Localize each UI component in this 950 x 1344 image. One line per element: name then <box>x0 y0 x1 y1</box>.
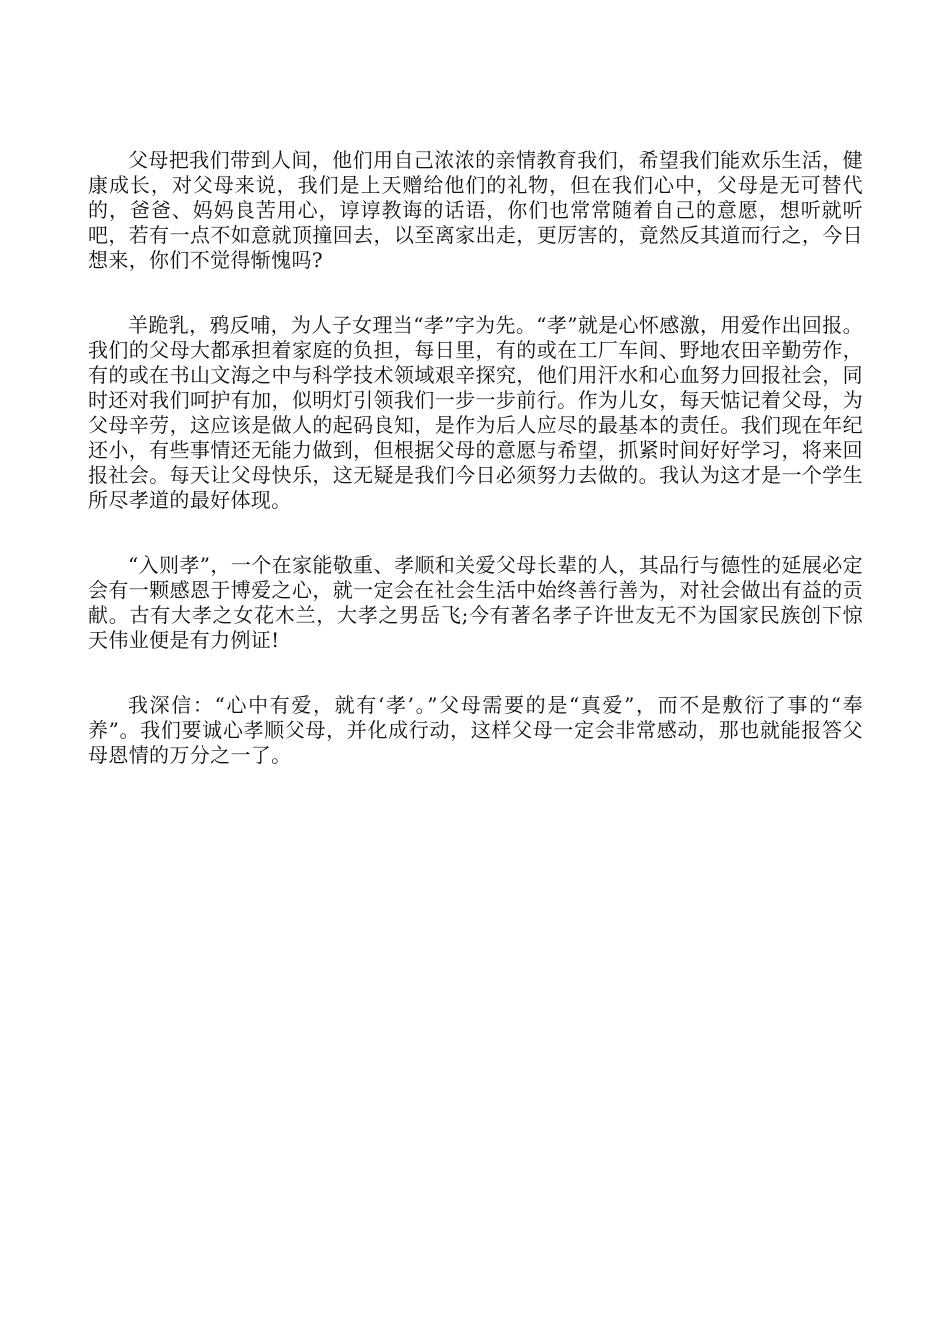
document-body <box>88 148 863 808</box>
paragraph-1: 父母把我们带到人间，他们用自己浓浓的亲情教育我们，希望我们能欢乐生活，健康成长，对父母来说，我们是上天赠给他们的礼物，但在我们心中，父母是无可替代的，爸爸、妈妈良苦用心，谆谆教诲的话语，你们也常常随着自己的意愿，想听就听吧，若有一点不如意就顶撞回去，以至离家出走，更厉害的，竟然反其道而行之，今日想来，你们不觉得惭愧吗? <box>88 148 863 272</box>
paragraph-4: 我深信：“心中有爱，就有‘孝’。”父母需要的是“真爱”，而不是敷衍了事的“奉养”。我们要诚心孝顺父母，并化成行动，这样父母一定会非常感动，那也就能报答父母恩情的万分之一了。 <box>88 693 863 767</box>
paragraph-2: 羊跪乳，鸦反哺，为人子女理当“孝”字为先。“孝”就是心怀感激，用爱作出回报。我们的父母大都承担着家庭的负担，每日里，有的或在工厂车间、野地农田辛勤劳作，有的或在书山文海之中与科学技术领域艰辛探究，他们用汗水和心血努力回报社会，同时还对我们呵护有加，似明灯引领我们一步一步前行。作为儿女，每天惦记着父母，为父母辛劳，这应该是做人的起码良知，是作为后人应尽的最基本的责任。我们现在年纪还小，有些事情还无能力做到，但根据父母的意愿与希望，抓紧时间好好学习，将来回报社会。每天让父母快乐，这无疑是我们今日必须努力去做的。我认为这才是一个学生所尽孝道的最好体现。 <box>88 313 863 512</box>
paragraph-3: “入则孝”，一个在家能敬重、孝顺和关爱父母长辈的人，其品行与德性的延展必定会有一颗感恩于博爱之心，就一定会在社会生活中始终善行善为，对社会做出有益的贡献。古有大孝之女花木兰，大孝之男岳飞;今有著名孝子许世友无不为国家民族创下惊天伟业便是有力例证! <box>88 553 863 652</box>
